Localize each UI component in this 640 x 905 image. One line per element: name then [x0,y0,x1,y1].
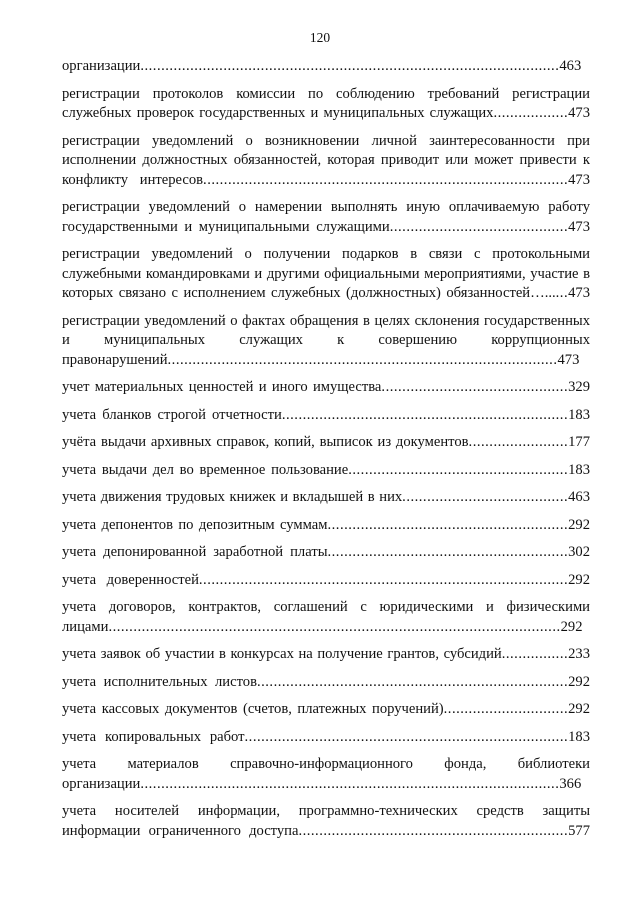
dot-leader: .................. [493,105,569,121]
index-entry [62,598,590,637]
index-entry [62,728,590,748]
dot-leader: ........................................................................................ [203,171,569,188]
index-entry [62,488,590,508]
dot-leader: .......................................................... [327,544,569,560]
page-reference: 183 [568,461,590,478]
index-entry [62,673,590,693]
index-entry [62,312,590,371]
index-entry-text: учёта выдачи архивных справок, копий, выписок из документов [62,434,469,450]
dot-leader: ................................................................. [298,822,569,839]
page-reference: 292 [560,618,583,635]
page-reference: 292 [568,701,590,717]
index-entry [62,461,590,481]
index-entry-text: учет материальных ценностей и иного имущества [62,379,382,395]
page-reference: 473 [568,285,590,301]
index-entry-text: учета договоров, контрактов, соглашений с юридическими и физическими лицами [62,599,590,635]
dot-leader: .............................................................................................. [167,351,558,368]
page-reference: 183 [568,728,590,745]
index-entry [62,378,590,398]
index-entry [62,700,590,720]
dot-leader: ........................................... [389,218,569,235]
dot-leader: ........................................................................... [256,673,569,690]
dot-leader: ............................................. [381,379,569,395]
index-entry [62,755,590,794]
index-entry [62,85,590,124]
index-entry [62,406,590,426]
index-entries [62,57,590,849]
index-entry-text: регистрации уведомлений о фактах обращения в целях склонения государственных и муниципальных служащих к совершению коррупционных правонарушений [62,312,590,368]
page-reference: 177 [568,434,590,450]
page-number: 120 [309,30,331,45]
index-entry-text: регистрации уведомлений о возникновении личной заинтересованности при исполнении должностных обязанностей, которая приводит или может привести к конфликту интересов [62,132,590,188]
index-entry-text: учета копировальных работ [62,728,245,745]
index-entry-text: учета депонентов по депозитным суммам [62,516,328,533]
index-entry [62,543,590,563]
page-reference: 473 [568,171,590,188]
dot-leader: ........................................ [402,489,569,505]
index-entry [62,245,590,304]
index-entry-text: учета заявок об участии в конкурсах на получение грантов, субсидий [62,646,502,662]
dot-leader: .............................................................................. [244,728,569,745]
dot-leader: ... [555,285,569,301]
dot-leader: ........................ [468,434,569,450]
index-entry [62,802,590,841]
page-reference: 183 [568,406,590,423]
index-entry-text: учета выдачи дел во временное пользование [62,461,349,478]
index-entry-text: учета исполнительных листов [62,673,257,690]
index-entry-text: организации [62,58,141,74]
index-entry-text: учета кассовых документов (счетов, платежных поручений) [62,701,444,717]
index-entry [62,198,590,237]
dot-leader: ..................................................................... [281,406,569,423]
index-entry-text: учета материалов справочно-информационного фонда, библиотеки организации [62,756,590,792]
index-entry-text: учета депонированной заработной платы [62,544,328,560]
page-reference: 302 [568,544,590,560]
index-entry-text: регистрации уведомлений о получении подарков в связи с протокольными служебными командировками и другими официальными мероприятиями, участие в которых связано с исполнением служебных (должностных) обязанностей…... [62,246,590,301]
page-reference: 292 [568,673,590,690]
dot-leader: ..................................................................................................... [140,58,560,74]
page-reference: 473 [568,105,590,121]
dot-leader: ..................................................... [348,461,569,478]
page-reference: 292 [568,571,590,588]
dot-leader: ......................................................................................... [198,571,569,588]
page-reference: 292 [568,516,590,533]
page-reference: 463 [568,489,590,505]
index-entry [62,516,590,536]
dot-leader: .............................. [443,701,569,717]
index-entry [62,132,590,191]
page-reference: 473 [568,218,590,235]
index-entry-text: учета бланков строгой отчетности [62,406,282,423]
page-reference: 233 [568,646,590,662]
page-reference: 577 [568,822,590,839]
page-reference: 366 [559,775,582,792]
page-reference: 473 [557,351,580,368]
index-entry-text: учета носителей информации, программно-технических средств защиты информации ограниченного доступа [62,803,590,839]
index-entry-text: учета доверенностей [62,571,199,588]
index-entry-text: регистрации протоколов комиссии по соблюдению требований регистрации служебных проверок государственных и муниципальных служащих [62,85,590,121]
index-entry [62,571,590,591]
dot-leader: ................ [501,646,569,662]
index-entry-text: регистрации уведомлений о намерении выполнять иную оплачиваемую работу государственными и муниципальными служащими [62,199,590,235]
dot-leader: .......................................................... [327,516,569,533]
dot-leader: ..................................................................................................... [140,775,560,792]
index-entry [62,57,590,77]
index-entry [62,433,590,453]
page-reference: 329 [568,379,590,395]
page-reference: 463 [559,58,582,74]
index-entry [62,645,590,665]
index-entry-text: учета движения трудовых книжек и вкладышей в них [62,489,403,505]
dot-leader: ............................................................................................................. [108,618,561,635]
